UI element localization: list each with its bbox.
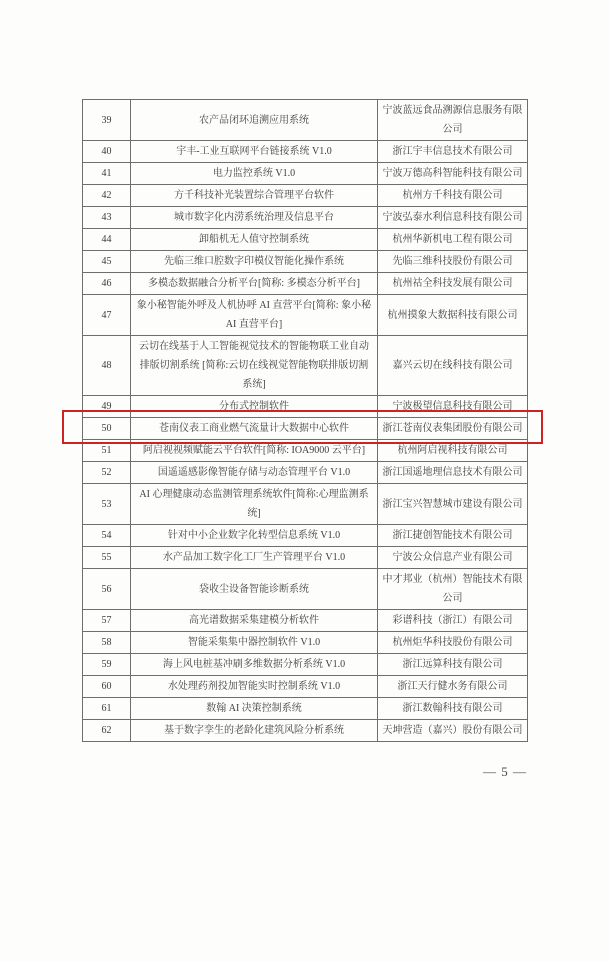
table-row (83, 698, 528, 720)
company-name-cell: 杭州炬华科技股份有限公司 (378, 632, 528, 654)
row-number-cell: 54 (83, 525, 131, 547)
row-number-cell: 40 (83, 141, 131, 163)
table-row (83, 273, 528, 295)
company-name-cell: 宁波极望信息科技有限公司 (378, 396, 528, 418)
software-name-cell: 水处理药剂投加智能实时控制系统 V1.0 (131, 676, 378, 698)
software-name-cell: 先临三维口腔数字印模仪智能化操作系统 (131, 251, 378, 273)
row-number-cell: 59 (83, 654, 131, 676)
row-number-cell: 53 (83, 484, 131, 525)
table-row (83, 295, 528, 336)
table-row (83, 163, 528, 185)
software-name-cell: 卸船机无人值守控制系统 (131, 229, 378, 251)
company-name-cell: 宁波公众信息产业有限公司 (378, 547, 528, 569)
row-number-cell: 51 (83, 440, 131, 462)
table-row (83, 547, 528, 569)
company-name-cell: 浙江苍南仪表集团股份有限公司 (378, 418, 528, 440)
company-name-cell: 浙江捷创智能技术有限公司 (378, 525, 528, 547)
table-container (82, 99, 527, 742)
table-row (83, 100, 528, 141)
software-name-cell: 海上风电桩基冲刷多维数据分析系统 V1.0 (131, 654, 378, 676)
table-row (83, 251, 528, 273)
table-row (83, 396, 528, 418)
table-row (83, 632, 528, 654)
row-number-cell: 49 (83, 396, 131, 418)
software-name-cell: 城市数字化内涝系统治理及信息平台 (131, 207, 378, 229)
software-name-cell: 基于数字孪生的老龄化建筑风险分析系统 (131, 720, 378, 742)
company-name-cell: 浙江宇丰信息技术有限公司 (378, 141, 528, 163)
table-row (83, 440, 528, 462)
row-number-cell: 50 (83, 418, 131, 440)
company-name-cell: 杭州华新机电工程有限公司 (378, 229, 528, 251)
software-name-cell: 宇丰-工业互联网平台链接系统 V1.0 (131, 141, 378, 163)
table-body (83, 100, 528, 742)
software-name-cell: AI 心理健康动态监测管理系统软件[简称:心理监测系统] (131, 484, 378, 525)
row-number-cell: 58 (83, 632, 131, 654)
software-name-cell: 电力监控系统 V1.0 (131, 163, 378, 185)
document-page (0, 99, 609, 961)
software-name-cell: 象小秘智能外呼及人机协呼 AI 直营平台[简称: 象小秘 AI 直营平台] (131, 295, 378, 336)
table-row (83, 484, 528, 525)
row-number-cell: 52 (83, 462, 131, 484)
company-name-cell: 宁波万德高科智能科技有限公司 (378, 163, 528, 185)
row-number-cell: 60 (83, 676, 131, 698)
row-number-cell: 44 (83, 229, 131, 251)
row-number-cell: 42 (83, 185, 131, 207)
table-row (83, 676, 528, 698)
software-name-cell: 方千科技补光装置综合管理平台软件 (131, 185, 378, 207)
table-row (83, 720, 528, 742)
table-row (83, 229, 528, 251)
company-name-cell: 天坤营造（嘉兴）股份有限公司 (378, 720, 528, 742)
company-name-cell: 杭州祜全科技发展有限公司 (378, 273, 528, 295)
company-name-cell: 嘉兴云切在线科技有限公司 (378, 336, 528, 396)
row-number-cell: 46 (83, 273, 131, 295)
company-name-cell: 杭州方千科技有限公司 (378, 185, 528, 207)
table-row (83, 207, 528, 229)
table-row (83, 141, 528, 163)
software-name-cell: 针对中小企业数字化转型信息系统 V1.0 (131, 525, 378, 547)
table-row (83, 418, 528, 440)
row-number-cell: 55 (83, 547, 131, 569)
company-name-cell: 中才邦业（杭州）智能技术有限公司 (378, 569, 528, 610)
company-name-cell: 浙江远算科技有限公司 (378, 654, 528, 676)
row-number-cell: 61 (83, 698, 131, 720)
company-name-cell: 彩谱科技（浙江）有限公司 (378, 610, 528, 632)
row-number-cell: 39 (83, 100, 131, 141)
software-name-cell: 数翰 AI 决策控制系统 (131, 698, 378, 720)
row-number-cell: 56 (83, 569, 131, 610)
software-name-cell: 国遥遥感影像智能存储与动态管理平台 V1.0 (131, 462, 378, 484)
software-name-cell: 多模态数据融合分析平台[简称: 多模态分析平台] (131, 273, 378, 295)
company-name-cell: 浙江天行健水务有限公司 (378, 676, 528, 698)
software-name-cell: 阿启视视频赋能云平台软件[简称: IOA9000 云平台] (131, 440, 378, 462)
table-row (83, 525, 528, 547)
row-number-cell: 62 (83, 720, 131, 742)
company-name-cell: 宁波蓝远食品溯源信息服务有限公司 (378, 100, 528, 141)
page-number: — 5 — (483, 764, 527, 779)
table-row (83, 569, 528, 610)
software-name-cell: 云切在线基于人工智能视觉技术的智能物联工业自动排版切割系统 [简称:云切在线视觉智能物联排版切割系统] (131, 336, 378, 396)
row-number-cell: 47 (83, 295, 131, 336)
company-name-cell: 浙江国遥地理信息技术有限公司 (378, 462, 528, 484)
company-name-cell: 杭州摸象大数据科技有限公司 (378, 295, 528, 336)
table-row (83, 654, 528, 676)
table-row (83, 185, 528, 207)
table-row (83, 610, 528, 632)
software-name-cell: 高光谱数据采集建模分析软件 (131, 610, 378, 632)
row-number-cell: 43 (83, 207, 131, 229)
software-name-cell: 智能采集集中器控制软件 V1.0 (131, 632, 378, 654)
company-name-cell: 浙江宝兴智慧城市建设有限公司 (378, 484, 528, 525)
company-name-cell: 宁波弘泰水利信息科技有限公司 (378, 207, 528, 229)
row-number-cell: 57 (83, 610, 131, 632)
software-name-cell: 农产品闭环追溯应用系统 (131, 100, 378, 141)
software-name-cell: 苍南仪表工商业燃气流量计大数据中心软件 (131, 418, 378, 440)
approval-table (82, 99, 528, 742)
software-name-cell: 水产品加工数字化工厂生产管理平台 V1.0 (131, 547, 378, 569)
row-number-cell: 45 (83, 251, 131, 273)
row-number-cell: 48 (83, 336, 131, 396)
company-name-cell: 先临三维科技股份有限公司 (378, 251, 528, 273)
company-name-cell: 浙江数翰科技有限公司 (378, 698, 528, 720)
row-number-cell: 41 (83, 163, 131, 185)
table-row (83, 462, 528, 484)
software-name-cell: 袋收尘设备智能诊断系统 (131, 569, 378, 610)
company-name-cell: 杭州阿启视科技有限公司 (378, 440, 528, 462)
table-row (83, 336, 528, 396)
software-name-cell: 分布式控制软件 (131, 396, 378, 418)
